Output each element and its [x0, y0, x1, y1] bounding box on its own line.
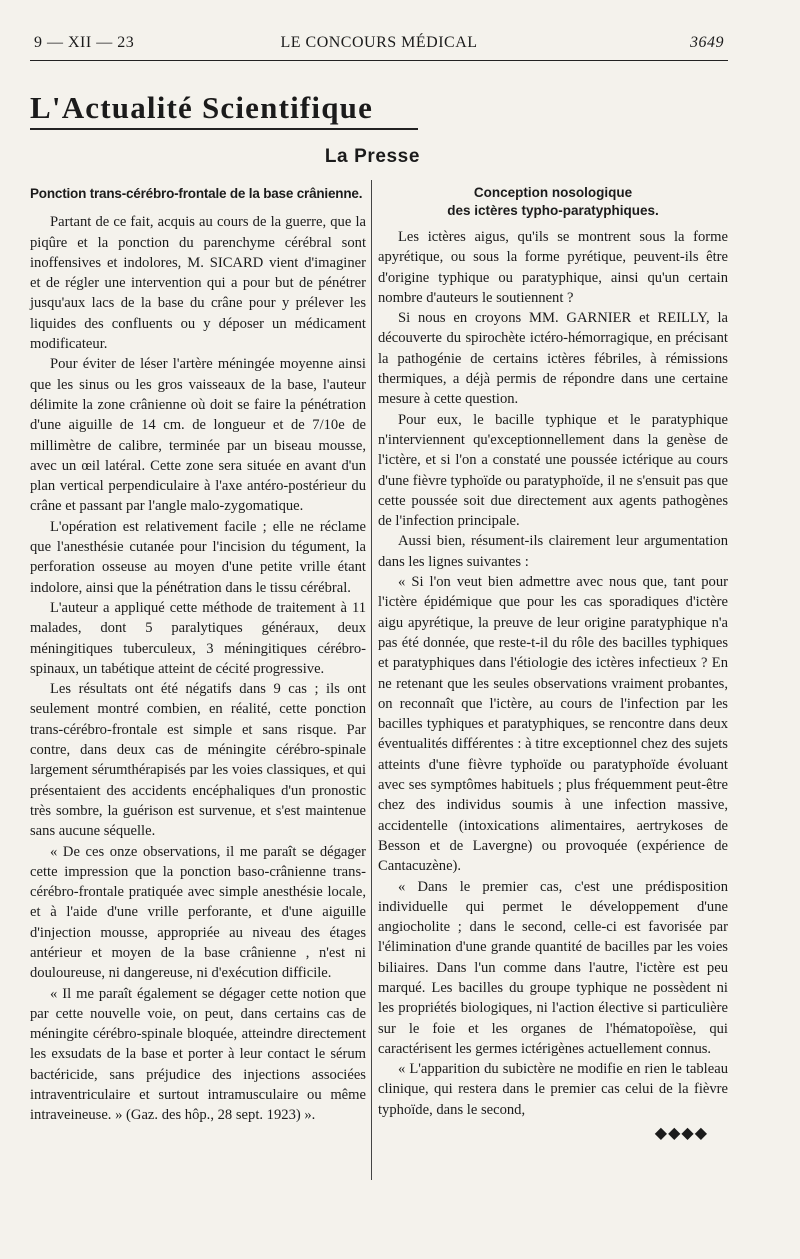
article-heading	[378, 184, 728, 220]
paragraph: L'auteur a appliqué cette méthode de traitement à 11 malades, dont 5 paralytiques généraux, deux méningitiques tuberculeux, 3 méningitiques cérébro-spinaux, un tabétique atteint de cécité progressive.	[30, 599, 366, 677]
diamond-ornament-icon: ◆◆◆◆	[654, 1125, 708, 1143]
paragraph: « Si l'on veut bien admettre avec nous que, tant pour l'ictère épidémique que pour les cas sporadiques d'ictère aigu apyrétique, la preuve de leur origine paratyphique n'a pas été donnée, que reste-t-il du rôle des bacilles typhiques et paratyphiques dans l'étiologie des ictères infectieux ? En ne retenant que les seules observations vraiment probantes, on reconnaît que l'ictère, au cours de l'infection par les bacilles typhiques et paratyphiques, se rencontre dans deux éventualités différentes : à titre exceptionnel chez des sujets atteints d'une fièvre typhoïde ou paratyphoïde évoluant avec ses symptômes habituels ; plus fréquemment peut-être chez des individus soumis à une infection massive, accidentelle (intoxications alimentaires, aertrykoses de Besson et de Lavergne) ou provoquée (expérience de Cantacuzène).	[378, 574, 728, 875]
paragraph: « Dans le premier cas, c'est une prédisposition individuelle qui permet le développement d'une angiocholite ; dans le second, celle-ci est favorisée par l'élimination d'une grande quantité de bacilles par les voies biliaires. Dans l'un comme dans l'autre, l'ictère est peu marqué. Les bacilles du groupe typhique ne possèdent ni les propriétés biologiques, ni l'action élective si particulière sur le foie et les organes de l'hématopoïèse, qui caractérisent les germes ictérigènes actuellement connus.	[378, 878, 728, 1057]
subsection-title: La Presse	[324, 146, 420, 167]
journal-title: LE CONCOURS MÉDICAL	[280, 34, 478, 51]
paragraph: Partant de ce fait, acquis au cours de la guerre, que la piqûre et la ponction du parenchyme cérébral sont inoffensives et indolores, M. SICARD vient d'imaginer et de régler une intervention qui a pour but de pénétrer jusqu'aux lacs de la base du crâne pour y prélever les liquides des confluents ou y déposer un médicament modificateur.	[30, 214, 366, 353]
article-heading-line: des ictères typho-paratyphiques.	[447, 203, 659, 218]
left-column	[30, 184, 366, 1126]
paragraph: Aussi bien, résument-ils clairement leur argumentation dans les lignes suivantes :	[378, 533, 728, 570]
section-rule	[30, 128, 418, 130]
paragraph: Les ictères aigus, qu'ils se montrent sous la forme apyrétique, ou sous la forme pyrétique, peuvent-ils être d'origine typhique ou paratyphique, ainsi qu'un certain nombre d'auteurs le soutiennent ?	[378, 229, 728, 306]
right-column	[378, 184, 728, 1144]
article-heading-line: Conception nosologique	[473, 185, 633, 200]
page-number: 3649	[690, 34, 724, 51]
paragraph: « L'apparition du subictère ne modifie en rien le tableau clinique, qui restera dans le premier cas celui de la fièvre typhoïde, dans le second,	[378, 1061, 728, 1118]
issue-number: 9 — XII — 23	[34, 34, 135, 51]
paragraph: Les résultats ont été négatifs dans 9 cas ; ils ont seulement montré combien, en réalité, cette ponction trans-cérébro-frontale est simple et sans risque. Par contre, dans deux cas de méningite cérébro-spinale largement sérumthérapisés par les voies classiques, et qui présentaient des accidents encéphaliques d'un pronostic très sombre, la guérison est survenue, et s'est maintenue sans aucune séquelle.	[30, 681, 366, 840]
paragraph: L'opération est relativement facile ; elle ne réclame que l'anesthésie cutanée pour l'incision du tégument, la perforation osseuse au moyen d'une petite vrille étant indolore, ainsi que la pénétration dans le tissu cérébral.	[30, 518, 366, 596]
paragraph: Pour eux, le bacille typhique et le paratyphique n'interviennent qu'exceptionnellement dans la genèse de l'ictère, et si l'on a constaté une poussée ictérique au cours d'une fièvre typhoïde ou paratyphoïde, il ne s'ensuit pas que cette poussée soit due directement aux agents pathogènes de l'infection principale.	[378, 411, 728, 530]
header-rule	[30, 60, 728, 61]
running-header	[34, 34, 724, 56]
paragraph: Si nous en croyons MM. GARNIER et REILLY, la découverte du spirochète ictéro-hémorragique, en précisant la pathogénie de certains ictères fébriles, à rémissions thermiques, a déjà permis de répondre dans une certaine mesure à cette question.	[378, 310, 728, 408]
paragraph: « Il me paraît également se dégager cette notion que par cette nouvelle voie, on peut, dans certains cas de méningite cérébro-spinale bloquée, atteindre directement les exsudats de la base et porter à leur contact le sérum bactéricide, sans préjudice des injections associées intraventriculaire et surtout intramusculaire ou même intraveineuse. » (Gaz. des hôp., 28 sept. 1923) ».	[30, 985, 366, 1124]
section-title: L'Actualité Scientifique	[30, 90, 374, 125]
paragraph: Pour éviter de léser l'artère méningée moyenne ainsi que les sinus ou les gros vaisseaux de la base, l'auteur délimite la zone crânienne où doit se faire la pénétration d'une aiguille de 14 cm. de longueur et de 7/10e de millimètre de calibre, terminée par un biseau mousse, avec un œil latéral. Cette zone sera située en avant d'un plan vertical perpendiculaire à l'axe antéro-postérieur du crâne et passant par l'angle malo-zygomatique.	[30, 356, 366, 515]
paragraph: « De ces onze observations, il me paraît se dégager cette impression que la ponction baso-crânienne trans-cérébro-frontale pratiquée avec simple anesthésie locale, et à l'aide d'une vrille perforante, et d'une aiguille d'injection mousse, appropriée au niveau des étages antérieur et moyen de la base crânienne , n'est ni douloureuse, ni dangereuse, ni d'exécution difficile.	[30, 843, 366, 982]
article-heading: Ponction trans-cérébro-frontale de la base crânienne.	[30, 186, 363, 201]
column-divider	[371, 180, 372, 1180]
